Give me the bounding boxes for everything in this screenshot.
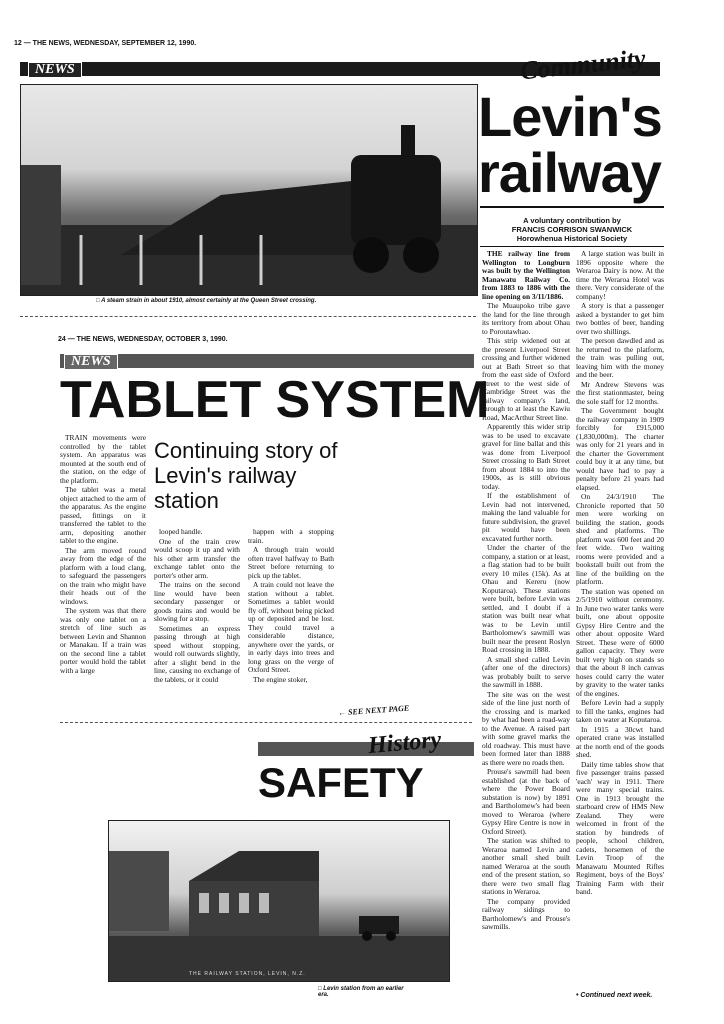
- paragraph: A train could not leave the station without a tablet. Sometimes a tablet would fly off, without being picked up or deposited and be lost. They could travel a considerable distance, anywhere over the yards, or in early days into trees and long grass on the verge of Oxford Street.: [248, 580, 334, 674]
- station-photo-label: THE RAILWAY STATION, LEVIN, N.Z.: [189, 971, 306, 977]
- page2-news-bar: [60, 354, 474, 368]
- tablet-subhead: Continuing story of Levin's railway station: [154, 438, 338, 513]
- tablet-system-headline: TABLET SYSTEM: [60, 371, 490, 429]
- page1-column-2: [576, 250, 664, 898]
- see-next-page-text: SEE NEXT PAGE: [347, 703, 410, 717]
- continued-next-week: • Continued next week.: [576, 992, 653, 999]
- steam-train-photo: [20, 84, 478, 296]
- paragraph: The Government bought the railway company in 1909 forcibly for £915,000 (1,830,000m). The charter was only for 21 years and in the charter the Government could buy it at any time, but would have had to pay a penalty before 21 years had elapsed.: [576, 406, 664, 492]
- page2-column-2: [154, 528, 240, 685]
- page3-caption: □ Levin station from an earlier era.: [318, 986, 404, 998]
- paragraph: A small shed called Levin (after one of the directors) was probably built to serve the sawmill in 1888.: [482, 654, 570, 689]
- paragraph: looped handle.: [159, 527, 203, 536]
- page2-news-tag: NEWS: [64, 354, 118, 370]
- safety-headline: SAFETY: [258, 759, 424, 806]
- paragraph: The Muaupoko tribe gave the land for the line through its territory from about Ohau to Poroutawhao.: [482, 301, 570, 336]
- paragraph: One of the train crew would scoop it up and with his other arm transfer the exchange tablet onto the porter's other arm.: [154, 536, 240, 580]
- byline: [480, 216, 664, 243]
- paragraph: The tablet was a metal object attached to the arm of the apparatus. As the engine passed, fittings on it transferred the tablet to the arm, depositing another tablet to the engine.: [60, 485, 146, 545]
- byline-rule: [480, 246, 664, 247]
- headline-levins: Levin's: [478, 85, 662, 148]
- steam-train-illustration: [21, 85, 477, 295]
- page2-bottom-cut: [60, 722, 472, 723]
- headline-rule: [480, 206, 664, 208]
- station-illustration: [109, 821, 449, 981]
- byline-intro: A voluntary contribution by: [523, 216, 621, 225]
- paragraph: Mr Andrew Stevens was the first stationmaster, being the sole staff for 12 months.: [576, 379, 664, 406]
- paragraph: Daily time tables show that five passenger trains passed 'each' way in 1911. There were many special trains. One in 1913 brought the starboard crew of HMS New Zealand. They were welcomed in front of the station by hundreds of people, school children, cadets, horsemen of the Levin Troop of the Manawatu Mounted Rifles Regiment, boys of the Boys' Training Farm with their band.: [576, 759, 664, 896]
- page2-header: 24 — THE NEWS, WEDNESDAY, OCTOBER 3, 1990.: [58, 336, 228, 343]
- paragraph: Sometimes an express passing through at high speed without stopping, would roll outwards slightly, after a slight bend in the line, causing no exchange of the tablets, or it could: [154, 623, 240, 684]
- paragraph: In 1915 a 30cwt hand operated crane was installed at the north end of the goods shed.: [576, 724, 664, 759]
- paragraph: Prouse's sawmill had been established (at the back of where the Power Board substation is now) by 1891 and Bartholomew's had been moved to Weraroa (where Gypsy Hire Centre is now in Oxford Street).: [482, 767, 570, 836]
- paragraph: Before Levin had a supply to fill the tanks, engines had taken on water at Koputaroa.: [576, 698, 664, 724]
- paragraph: Apparently this wider strip was to be used to excavate gravel for line ballat and this was done from Liverpool Street crossing to Bath Street from about 1884 to into the 1900s, as is still obvious today.: [482, 422, 570, 491]
- paragraph: The company provided railway sidings to Bartholomew's and Prouse's sawmills.: [482, 896, 570, 931]
- paragraph: The person dawdled and as he returned to the platform, the train was pulling out, leaving him with the money and the beer.: [576, 336, 664, 379]
- page2-column-1: [60, 434, 146, 676]
- paragraph: The engine stoker,: [253, 674, 308, 684]
- community-kicker: Community: [518, 43, 647, 86]
- page2-top-cut: [20, 316, 476, 317]
- history-kicker: History: [366, 726, 443, 760]
- paragraph: The trains on the second line would have been secondary passenger or goods trains and would be slowing for a stop.: [154, 580, 240, 623]
- paragraph: A large station was built in 1896 opposite where the Weraroa Dairy is now. At the time the Weraroa Hotel was there. Very considerate of the company!: [576, 249, 664, 301]
- paragraph: The station was opened on 2/5/1910 without ceremony. In June two water tanks were built, one about opposite Gypsy Hire Centre and the other about opposite Ward Street. These were of 6000 gallon capacity. They were built very high on stands so that the about 8 inch canvas hoses could carry the water by gravity to the water tanks of the engines.: [576, 586, 664, 698]
- paragraph: happen with a stopping train.: [248, 527, 334, 545]
- paragraph: On 24/3/1910 The Chronicle reported that 50 men were working on building the station, goods shed and platforms. The platform was 600 feet and 20 feet wide. Two waiting rooms were provided and a bookstall built out from the line of the building on the platform.: [576, 492, 664, 586]
- paragraph: This strip widened out at the present Liverpool Street crossing and further widened out at Bath Street so that from the east side of Oxford Street to the west side of Cambridge Street was the railway company's land, through to at least the Kawiu Road, MacArthur Street line.: [482, 336, 570, 422]
- page1-column-1: [482, 250, 570, 933]
- paragraph: The station was shifted to Weraroa named Levin and another small shed built named Weraroa at the south end of the present station, so there were two small flag stations in Weraroa.: [482, 836, 570, 896]
- paragraph: THE railway line from Wellington to Longburn was built by the Wellington Manawatu Railway Co. from 1883 to 1886 with the line opening on 3/11/1886.: [482, 249, 570, 301]
- byline-society: Horowhenua Historical Society: [516, 234, 628, 243]
- page2-column-3: [248, 528, 334, 685]
- paragraph: A through train would often travel halfway to Bath Street before returning to pick up the tablet.: [248, 545, 334, 580]
- byline-author: FRANCIS CORRISON SWANWICK: [511, 225, 633, 234]
- page1-header: 12 — THE NEWS, WEDNESDAY, SEPTEMBER 12, 1990.: [14, 40, 197, 47]
- levin-station-photo: [108, 820, 450, 982]
- see-next-page-note: ← SEE NEXT PAGE: [337, 703, 410, 718]
- paragraph: The arm moved round away from the edge of the platform with a loud clang, to safeguard the passengers on the train who might have their heads out of the windows.: [60, 545, 146, 606]
- news-tag: NEWS: [28, 62, 82, 78]
- paragraph: Under the charter of the company, a station or at least, a flag station had to be built every 10 miles (15k). As at Ohau and Kereru (now Koputaroa). These stations were built, before Levin was settled, and I doubt if a station was built near what was to be Levin until Bartholomew's sawmill was built near the present Roslyn Road crossing in 1888.: [482, 543, 570, 654]
- paragraph: The system was that there was only one tablet on a stretch of line such as between Levin and Shannon or Manakau. If a train was on the second line a tablet porter would hold the tablet with a large: [60, 606, 146, 675]
- paragraph: If the establishment of Levin had not intervened, making the land valuable for future subdivision, the gravel pit would have been excavated further north.: [482, 491, 570, 543]
- paragraph: A story is that a passenger asked a bystander to get him two bottles of beer, handing over two shillings.: [576, 301, 664, 336]
- paragraph: TRAIN movements were controlled by the tablet system. An apparatus was mounted at the south end of the station, on the edge of the platform.: [60, 433, 146, 485]
- paragraph: The site was on the west side of the line just north of the crossing and is marked by what had been a road-way to the Avenue. A raised part with some gravel marks the old roadway. This must have been formed later than 1888 as there were no roads then.: [482, 689, 570, 767]
- page1-photo-caption: □ A steam strain in about 1910, almost certainly at the Queen Street crossing.: [96, 298, 317, 304]
- headline-railway: railway: [478, 141, 661, 204]
